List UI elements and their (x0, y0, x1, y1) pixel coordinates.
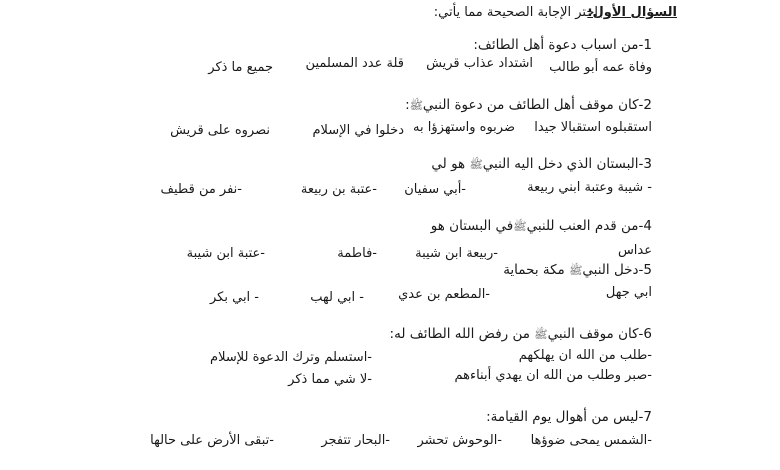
q2-option-c: دخلوا في الإسلام (312, 123, 404, 138)
question-4 (431, 218, 652, 235)
q1-option-a: وفاة عمه أبو طالب (549, 60, 652, 75)
question-3 (431, 156, 652, 173)
question-7: 7-ليس من أهوال يوم القيامة: (486, 409, 652, 425)
q6-text-end: من رفض الله الطائف له: (389, 326, 530, 342)
question-2 (405, 97, 652, 114)
pbuh-symbol: ﷺ (534, 328, 548, 341)
section-title: السؤال الأول: (587, 5, 677, 20)
q2-text-end: : (405, 97, 410, 113)
q1-option-b: اشتداد عذاب قريش (426, 56, 533, 71)
q4-option-a: عداس (617, 243, 652, 258)
q7-option-c: -البحار تتفجر (321, 433, 390, 448)
q7-option-d: -تبقى الأرض على حالها (150, 433, 274, 448)
q4-text: 4-من قدم العنب للنبي (526, 218, 652, 234)
q5-text: 5-دخل النبي (582, 262, 652, 278)
q3-option-d: -نفر من قطيف (160, 182, 242, 197)
q4-text-end: في البستان هو (430, 218, 514, 234)
question-6 (390, 326, 652, 343)
q3-text-end: هو لي (431, 156, 466, 172)
q5-option-b: -المطعم بن عدي (398, 287, 490, 302)
q3-option-b: -أبي سفيان (404, 182, 466, 197)
instruction-text: اختر الإجابة الصحيحة مما يأتي: (433, 5, 598, 20)
q1-option-d: جميع ما ذكر (208, 60, 273, 75)
q6-option-a: -طلب من الله ان يهلكهم (518, 348, 652, 363)
q1-option-c: قلة عدد المسلمين (305, 56, 404, 71)
q3-text: 3-البستان الذي دخل اليه النبي (482, 156, 652, 172)
q5-option-d: - ابي بكر (210, 290, 259, 305)
q4-option-c: -فاطمة (337, 246, 377, 261)
q5-option-a: ابي جهل (605, 285, 652, 300)
q7-option-a: -الشمس يمحى ضوؤها (530, 433, 652, 448)
q3-option-c: -عتبة بن ربيعة (300, 182, 377, 197)
q2-option-b: ضربوه واستهزؤا به (413, 120, 515, 135)
q5-text-end: مكة بحماية (503, 262, 565, 278)
q5-option-c: - ابي لهب (310, 290, 364, 305)
q6-option-b: -استسلم وترك الدعوة للإسلام (210, 350, 372, 365)
pbuh-symbol: ﷺ (569, 264, 583, 277)
q4-option-d: -عتبة ابن شيبة (186, 246, 265, 261)
pbuh-symbol: ﷺ (469, 158, 483, 171)
q6-option-d: -لا شي مما ذكر (288, 372, 372, 387)
q2-text: 2-كان موقف أهل الطائف من دعوة النبي (422, 97, 652, 113)
q6-text: 6-كان موقف النبي (547, 326, 652, 342)
q3-option-a: - شيبة وعتبة ابني ربيعة (527, 180, 652, 195)
pbuh-symbol: ﷺ (409, 99, 423, 112)
pbuh-symbol: ﷺ (513, 220, 527, 233)
q2-option-a: استقبلوه استقبالا جيدا (534, 120, 652, 135)
q7-option-b: -الوحوش تحشر (417, 433, 502, 448)
q2-option-d: نصروه على قريش (170, 123, 270, 138)
question-1: 1-من اسباب دعوة أهل الطائف: (473, 37, 652, 53)
q6-option-c: -صبر وطلب من الله ان يهدي أبناءهم (454, 368, 652, 383)
q4-option-b: -ربيعة ابن شيبة (415, 246, 498, 261)
question-5 (503, 262, 652, 279)
